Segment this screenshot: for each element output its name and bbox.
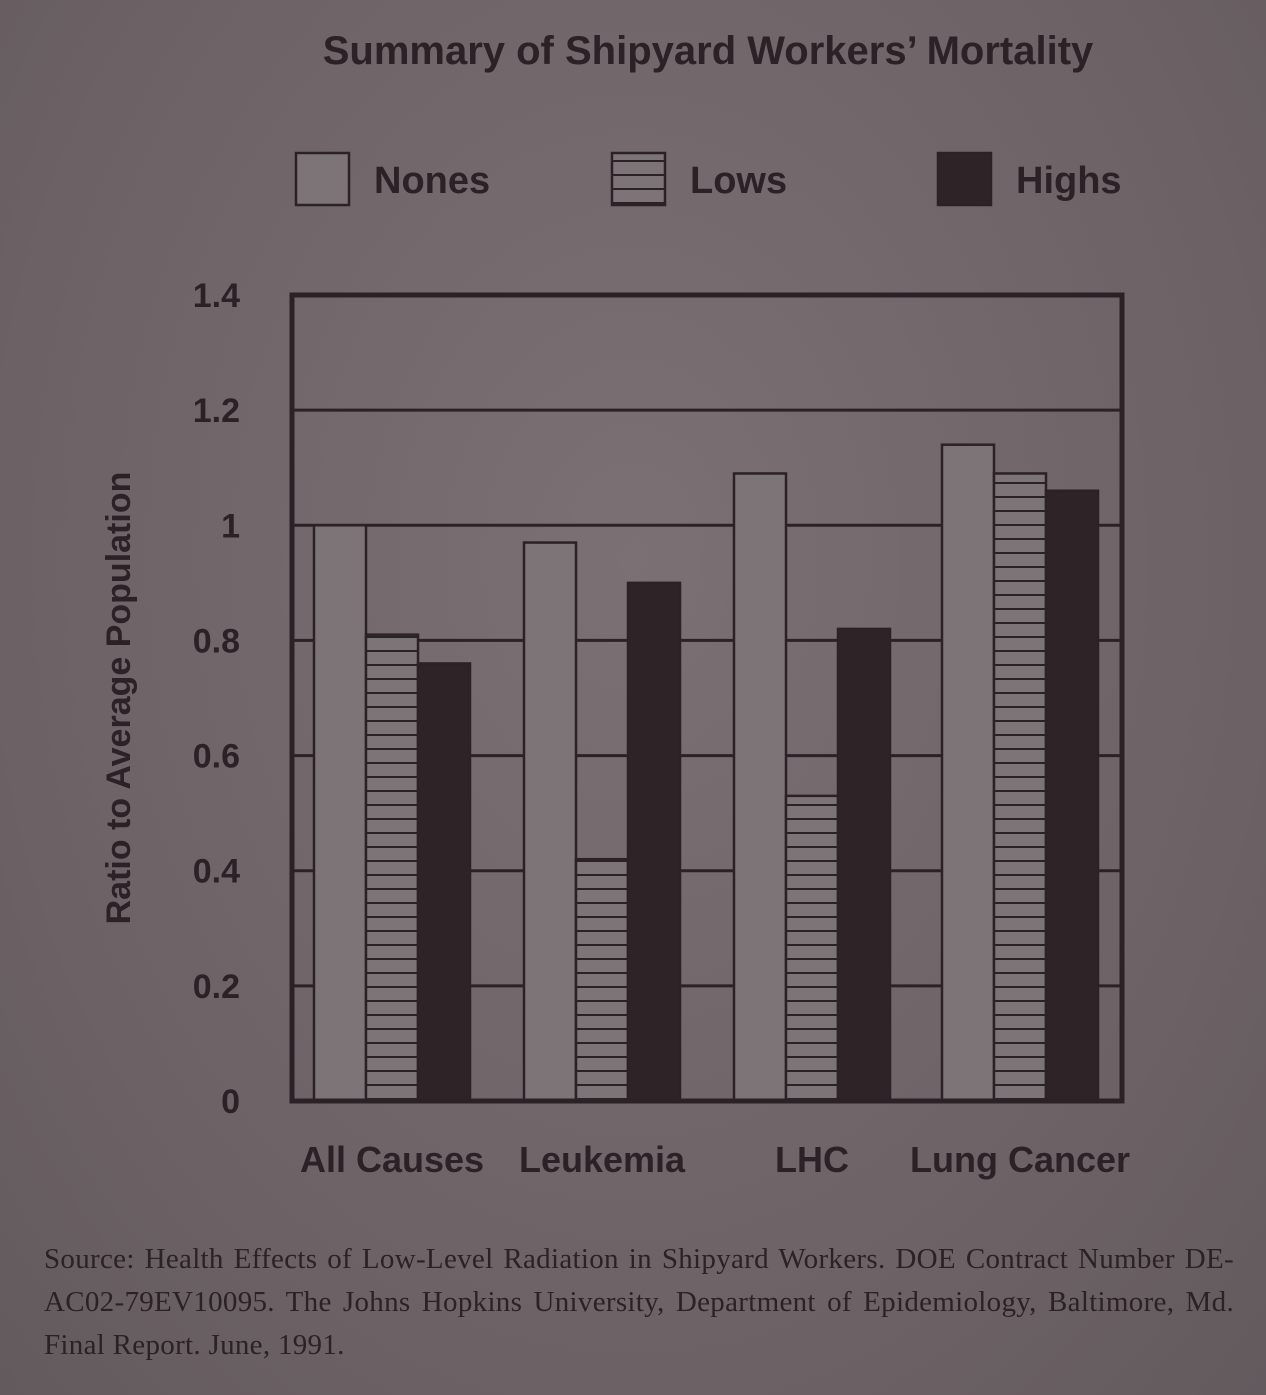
bar-highs-lung-cancer [1046, 491, 1098, 1101]
legend-label-highs: Highs [1016, 160, 1122, 202]
y-tick-label: 0.8 [192, 622, 240, 661]
y-axis-ticks [193, 277, 240, 1121]
bar-nones-leukemia [524, 543, 576, 1101]
bar-nones-all-causes [314, 525, 366, 1101]
x-category-label: LHC [775, 1139, 849, 1180]
source-note [44, 1238, 1234, 1367]
bars [314, 445, 1098, 1101]
legend-label-nones: Nones [374, 160, 491, 202]
y-tick-label: 0.2 [192, 967, 240, 1006]
bar-lows-leukemia [576, 859, 628, 1101]
y-tick-label: 0 [221, 1083, 240, 1121]
x-category-label: Leukemia [518, 1139, 686, 1180]
chart-title: Summary of Shipyard Workers’ Mortality [322, 29, 1094, 73]
y-axis-title: Ratio to Average Population [100, 471, 138, 925]
y-tick-label: 1.4 [192, 277, 240, 315]
x-category-label: Lung Cancer [909, 1139, 1131, 1180]
legend [296, 153, 1122, 205]
bar-nones-lhc [734, 473, 786, 1101]
y-tick-label: 1.2 [192, 392, 240, 431]
y-tick-label: 0.4 [192, 852, 240, 891]
legend-swatch-lows [612, 153, 665, 205]
x-axis-categories [300, 1139, 1130, 1180]
y-tick-label: 0.6 [192, 737, 240, 776]
source-text: Health Effects of Low-Level Radiation in Shipyard Workers. DOE Contract Number DE-AC02-79EV10095. The Johns Hopkins University, Department of Epidemiology, Baltimore, Md. Final Report. June, 1991. [44, 1243, 1234, 1361]
bar-lows-lhc [786, 796, 838, 1101]
legend-label-lows: Lows [690, 160, 788, 202]
bar-highs-all-causes [418, 663, 470, 1101]
legend-swatch-highs [938, 153, 991, 205]
bar-nones-lung-cancer [942, 445, 994, 1101]
bar-highs-lhc [838, 629, 890, 1101]
x-category-label: All Causes [299, 1139, 485, 1180]
bar-lows-lung-cancer [994, 473, 1046, 1101]
source-label: Source: [44, 1243, 135, 1275]
bar-highs-leukemia [628, 583, 680, 1101]
legend-swatch-nones [296, 153, 349, 205]
y-tick-label: 1 [221, 507, 240, 546]
bar-lows-all-causes [366, 635, 418, 1101]
